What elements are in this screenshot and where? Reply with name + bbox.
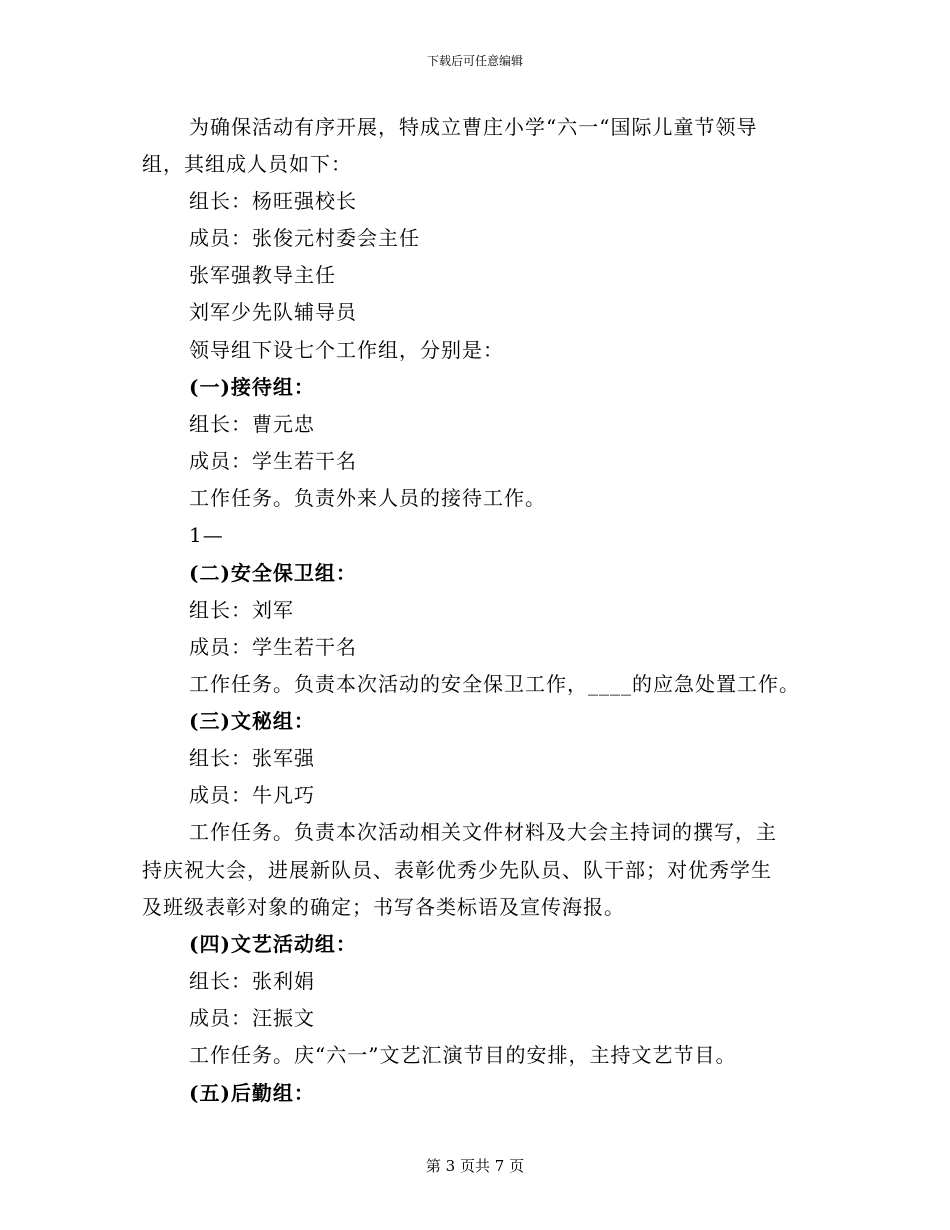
task-line: 工作任务。负责外来人员的接待工作。 <box>189 486 546 510</box>
task-line: 工作任务。负责本次活动的安全保卫工作，____的应急处置工作。 <box>189 672 800 696</box>
page-header-note: 下载后可任意编辑 <box>426 54 523 68</box>
member-line: 成员：学生若干名 <box>189 635 357 659</box>
list-marker-line: 1— <box>189 523 224 547</box>
section-heading-reception: (一)接待组： <box>189 375 315 399</box>
member-line: 成员：汪振文 <box>189 1006 315 1030</box>
task-line-continuation: 及班级表彰对象的确定；书写各类标语及宣传海报。 <box>142 895 625 919</box>
task-line-continuation: 持庆祝大会，进展新队员、表彰优秀少先队员、队干部；对优秀学生 <box>142 858 772 882</box>
section-heading-logistics: (五)后勤组： <box>189 1081 315 1105</box>
paragraph-intro-line-2: 组，其组成人员如下： <box>142 152 352 176</box>
paragraph-intro-line-1: 为确保活动有序开展，特成立曹庄小学“六一“国际儿童节领导 <box>189 115 758 139</box>
member-line: 刘军少先队辅导员 <box>189 300 357 324</box>
task-line: 工作任务。庆“六一”文艺汇演节目的安排，主持文艺节目。 <box>189 1043 737 1067</box>
leader-line: 组长：杨旺强校长 <box>189 189 357 213</box>
page-number-footer: 第 3 页共 7 页 <box>425 1157 525 1175</box>
member-line: 成员：学生若干名 <box>189 449 357 473</box>
leader-line: 组长：刘军 <box>189 598 294 622</box>
task-line: 工作任务。负责本次活动相关文件材料及大会主持词的撰写，主 <box>189 820 777 844</box>
section-heading-security: (二)安全保卫组： <box>189 561 357 585</box>
member-line: 成员：张俊元村委会主任 <box>189 226 420 250</box>
section-heading-secretariat: (三)文秘组： <box>189 709 315 733</box>
subgroups-intro-line: 领导组下设七个工作组，分别是： <box>189 338 504 362</box>
leader-line: 组长：曹元忠 <box>189 412 315 436</box>
leader-line: 组长：张利娟 <box>189 969 315 993</box>
member-line: 成员：牛凡巧 <box>189 783 315 807</box>
leader-line: 组长：张军强 <box>189 746 315 770</box>
member-line: 张军强教导主任 <box>189 263 336 287</box>
section-heading-arts: (四)文艺活动组： <box>189 932 357 956</box>
